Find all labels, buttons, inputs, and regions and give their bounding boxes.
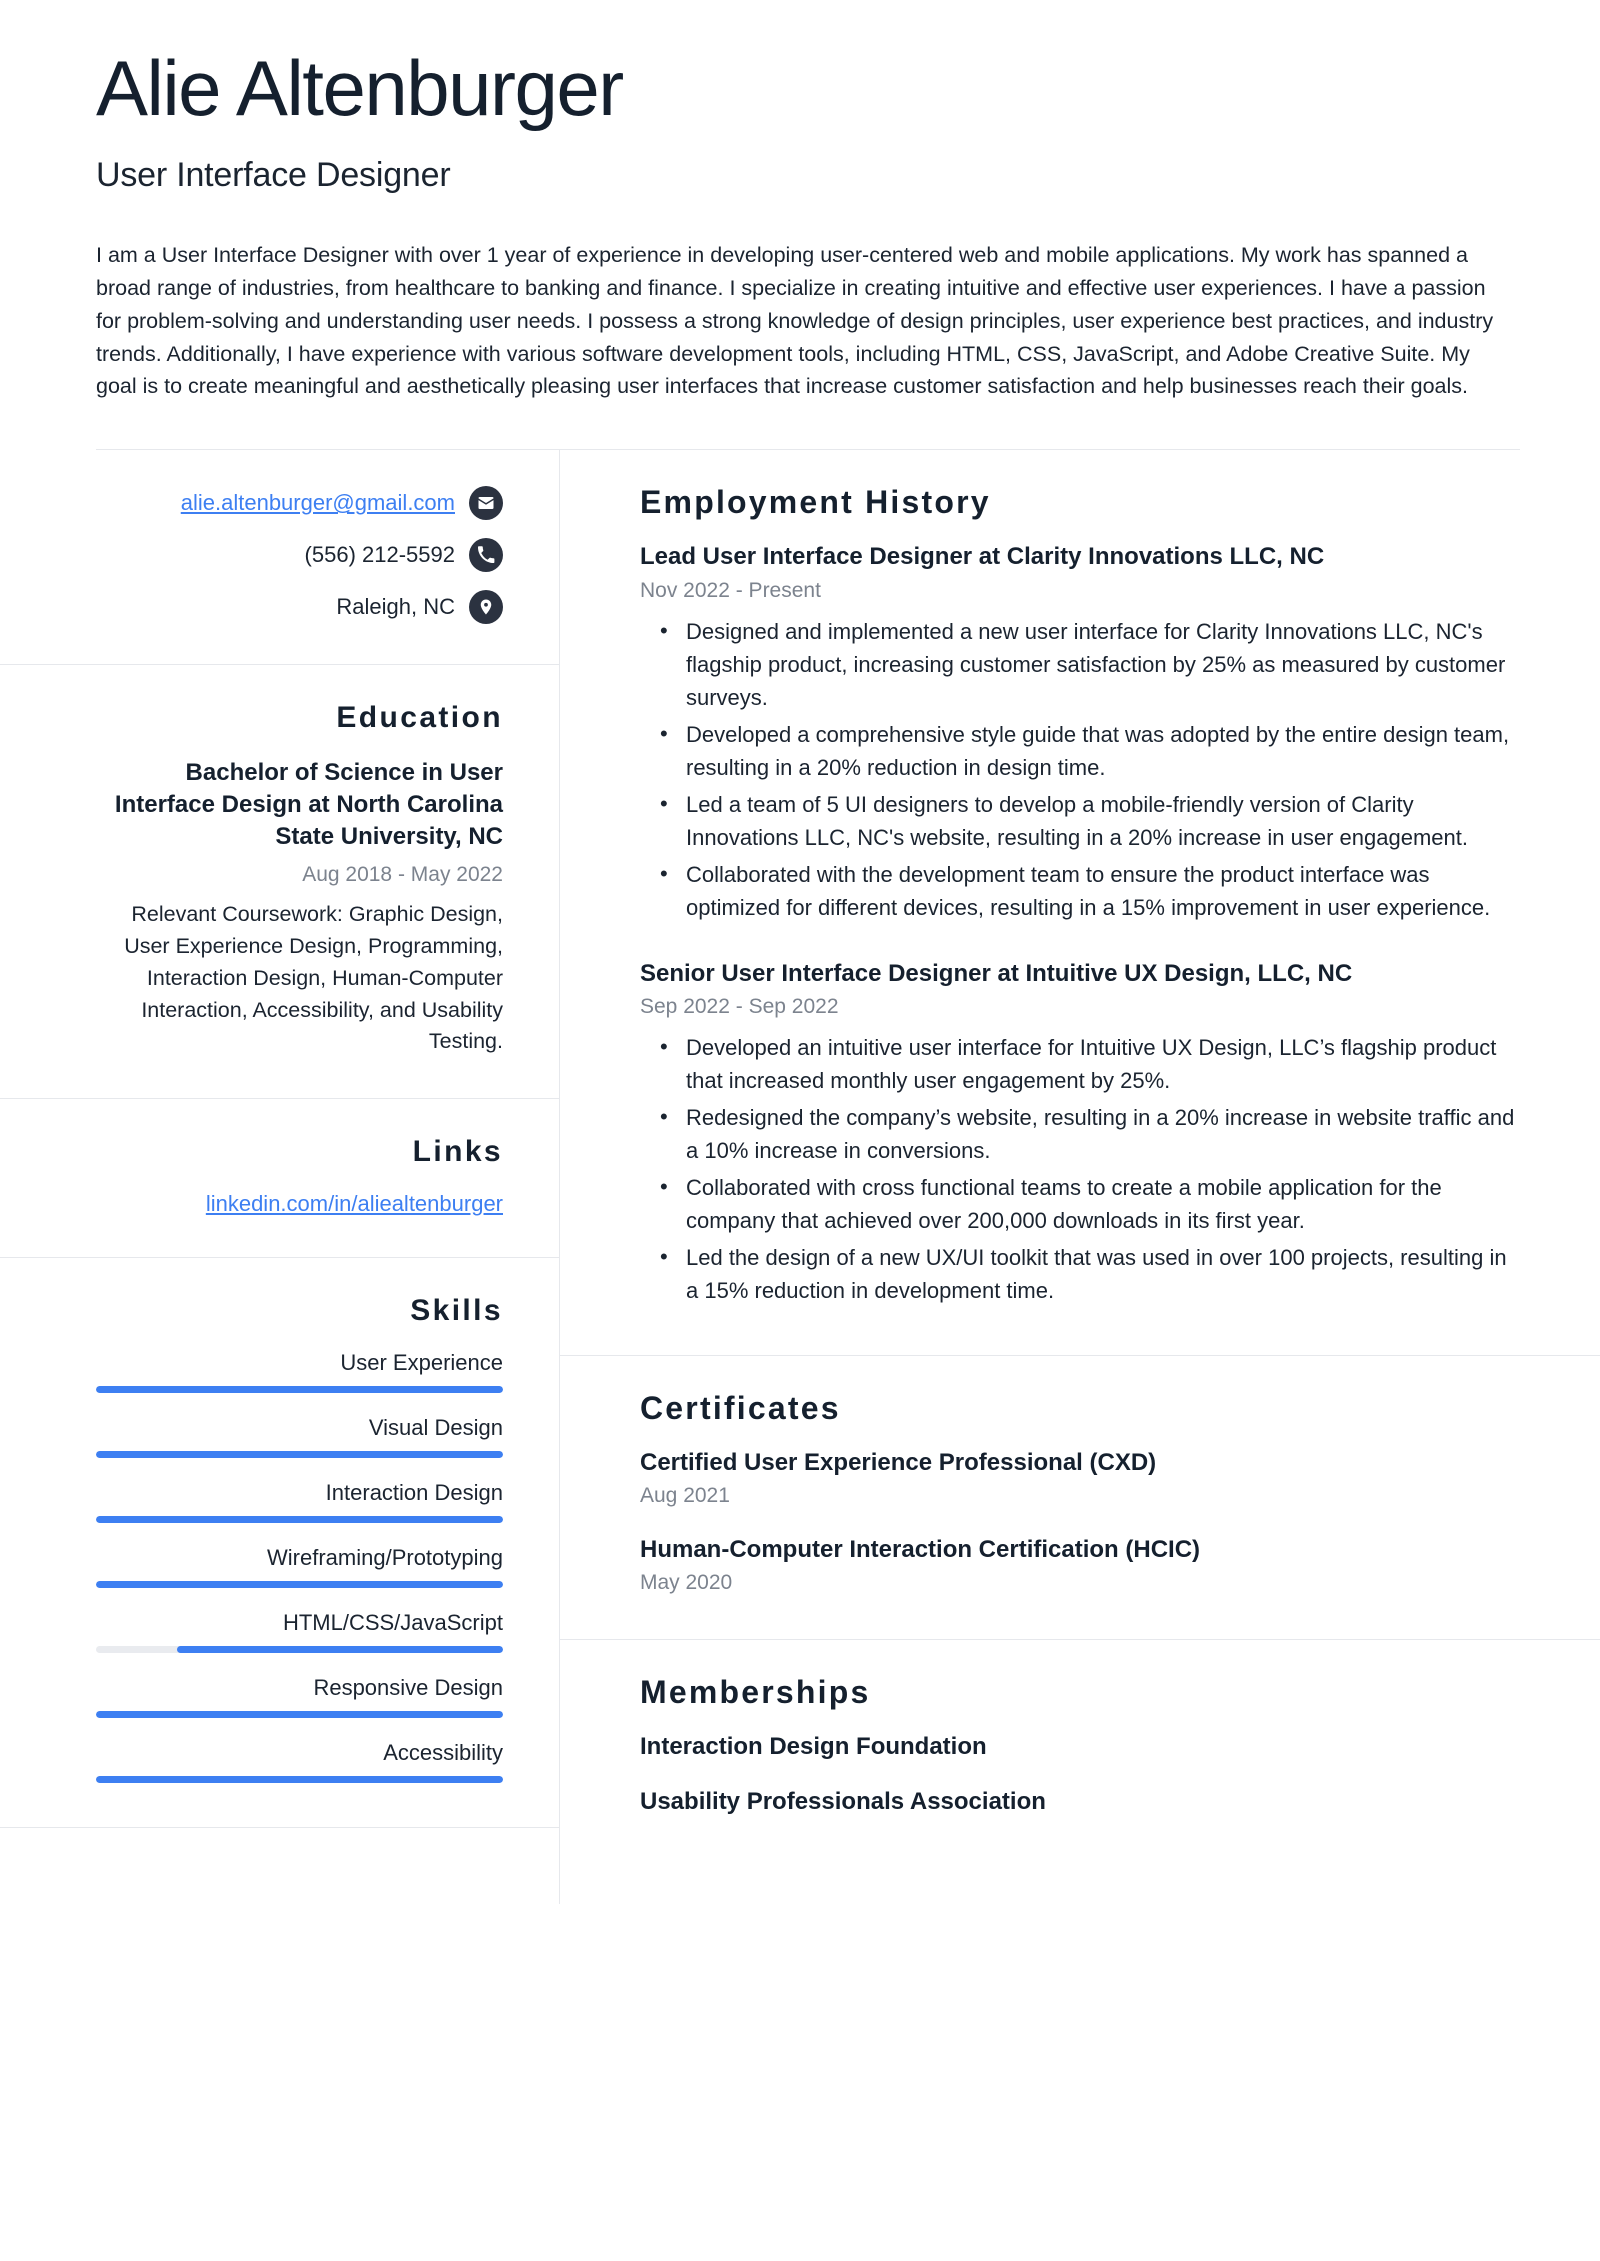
bullet: • Collaborated with cross functional teams to create a mobile application for the company that achieved over 200,000 downloads in its first year.: [686, 1171, 1520, 1237]
skill-item: [96, 1545, 503, 1588]
contact-row-phone[interactable]: [305, 538, 503, 572]
location-text: Raleigh, NC: [336, 594, 455, 620]
contact-section: [0, 450, 559, 665]
skills-section: [0, 1258, 559, 1828]
skill-item: [96, 1350, 503, 1393]
skill-label: Accessibility: [383, 1740, 503, 1766]
resume-header: [0, 0, 1600, 450]
certificate-name: Human-Computer Interaction Certification (HCIC): [640, 1535, 1201, 1563]
skill-fill: [177, 1646, 503, 1653]
skill-fill: [96, 1581, 503, 1588]
skill-item: [96, 1675, 503, 1718]
sidebar-column: [0, 450, 560, 1904]
job-bullets: [640, 1031, 1520, 1307]
skills-heading: Skills: [410, 1294, 503, 1328]
phone-number: (556) 212-5592: [304, 542, 455, 568]
email-link[interactable]: alie.altenburger@gmail.com: [180, 490, 455, 516]
skill-item: [96, 1610, 503, 1653]
job-entry: [640, 541, 1520, 923]
memberships-section: [560, 1640, 1600, 1861]
education-description: Relevant Coursework: Graphic Design, User Experience Design, Programming, Interaction Design, Human-Computer Interaction, Accessibility, and Usability Testing.: [124, 902, 503, 1054]
skill-track: [96, 1776, 503, 1783]
education-section: [0, 665, 559, 1099]
job-role: Lead User Interface Designer at Clarity Innovations LLC, NC: [640, 543, 1325, 571]
skill-track: [96, 1386, 503, 1393]
skill-fill: [96, 1451, 503, 1458]
employment-section: [560, 450, 1600, 1355]
links-section: [0, 1099, 559, 1258]
map-pin-icon: [469, 590, 503, 624]
link-item[interactable]: linkedin.com/in/aliealtenburger: [205, 1191, 503, 1217]
professional-summary: I am a User Interface Designer with over 1 year of experience in developing user-centered web and mobile applications. My work has spanned a broad range of industries, from healthcare to banking and finance. I specialize in creating intuitive and effective user experiences. I have a passion for problem-solving and understanding user needs. I possess a strong knowledge of design principles, user experience best practices, and industry trends. Additionally, I have experience with various software development tools, including HTML, CSS, JavaScript, and Adobe Creative Suite. My goal is to create meaningful and aesthetically pleasing user interfaces that increase customer satisfaction and help businesses reach their goals.: [96, 242, 1494, 399]
main-column: [560, 450, 1600, 1904]
phone-icon: [469, 538, 503, 572]
membership-name: Usability Professionals Association: [640, 1788, 1046, 1816]
bullet: • Developed a comprehensive style guide that was adopted by the entire design team, resulting in a 20% reduction in design time.: [686, 718, 1520, 784]
employment-heading: Employment History: [640, 484, 991, 521]
skill-label: User Experience: [340, 1350, 503, 1376]
page-title: Alie Altenburger: [96, 44, 623, 132]
skill-item: [96, 1480, 503, 1523]
skill-label: Wireframing/Prototyping: [267, 1545, 503, 1571]
skill-label: Interaction Design: [325, 1480, 503, 1506]
skill-item: [96, 1740, 503, 1783]
skill-track: [96, 1711, 503, 1718]
skill-track: [96, 1451, 503, 1458]
certificate-entry: [640, 1447, 1520, 1508]
certificate-date: Aug 2021: [640, 1483, 730, 1507]
bullet: • Redesigned the company’s website, resulting in a 20% increase in website traffic and a 10% increase in conversions.: [686, 1101, 1520, 1167]
skill-track: [96, 1516, 503, 1523]
membership-name: Interaction Design Foundation: [640, 1733, 987, 1761]
certificates-section: [560, 1356, 1600, 1640]
skill-track: [96, 1581, 503, 1588]
job-bullets: [640, 615, 1520, 924]
job-title-subtitle: User Interface Designer: [96, 155, 451, 194]
contact-row-location[interactable]: [336, 590, 503, 624]
skill-track: [96, 1646, 503, 1653]
sidebar-footer-space: [0, 1828, 559, 1904]
certificate-name: Certified User Experience Professional (CXD): [640, 1448, 1157, 1476]
skill-label: Responsive Design: [313, 1675, 503, 1701]
job-dates: Sep 2022 - Sep 2022: [640, 994, 839, 1018]
certificate-date: May 2020: [640, 1571, 733, 1595]
skill-fill: [96, 1776, 503, 1783]
bullet: • Developed an intuitive user interface for Intuitive UX Design, LLC’s flagship product that increased monthly user engagement by 25%.: [686, 1031, 1520, 1097]
resume-body: [0, 450, 1600, 1904]
memberships-heading: Memberships: [640, 1674, 871, 1711]
bullet: • Designed and implemented a new user interface for Clarity Innovations LLC, NC's flagship product, increasing customer satisfaction by 25% as measured by customer surveys.: [686, 615, 1520, 714]
skill-fill: [96, 1386, 503, 1393]
bullet: • Led the design of a new UX/UI toolkit that was used in over 100 projects, resulting in a 15% reduction in development time.: [686, 1241, 1520, 1307]
job-role: Senior User Interface Designer at Intuitive UX Design, LLC, NC: [640, 959, 1353, 987]
education-heading: Education: [336, 701, 503, 735]
skill-fill: [96, 1516, 503, 1523]
skill-fill: [96, 1711, 503, 1718]
bullet: • Led a team of 5 UI designers to develop a mobile-friendly version of Clarity Innovations LLC, NC's website, resulting in a 20% increase in user engagement.: [686, 788, 1520, 854]
certificates-heading: Certificates: [640, 1389, 841, 1426]
job-dates: Nov 2022 - Present: [640, 578, 821, 602]
education-dates: Aug 2018 - May 2022: [302, 863, 503, 887]
certificate-entry: [640, 1534, 1520, 1595]
envelope-icon: [469, 486, 503, 520]
skill-item: [96, 1415, 503, 1458]
job-entry: [640, 958, 1520, 1307]
skill-label: HTML/CSS/JavaScript: [282, 1610, 503, 1636]
links-heading: Links: [412, 1135, 503, 1169]
skill-label: Visual Design: [368, 1415, 503, 1441]
bullet: • Collaborated with the development team to ensure the product interface was optimized for different devices, resulting in a 15% improvement in user experience.: [686, 858, 1520, 924]
contact-row-email[interactable]: [181, 486, 503, 520]
contact-list: [96, 486, 503, 624]
education-degree: Bachelor of Science in User Interface Design at North Carolina State University, NC: [114, 759, 503, 851]
